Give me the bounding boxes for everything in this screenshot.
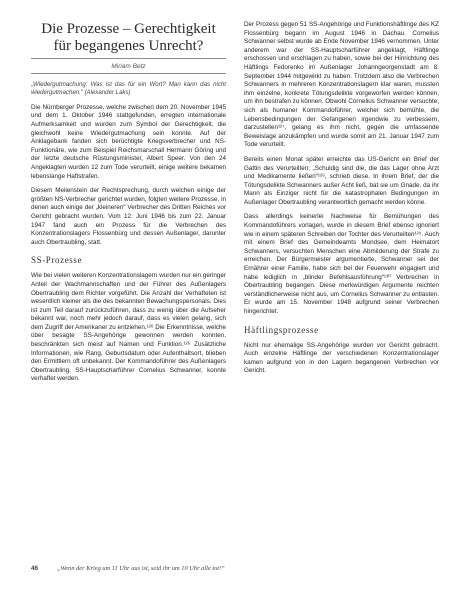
paragraph: Dass allerdings keinerlei Nachweise für Bemühungen des Kommandoführers vorlagen, wurde in diesem Brief ebenso ignoriert wie in einem späteren Schreiben der Tochter des Verurteilten¹²⁹. Auch mit einem Brief des Gemeindeamts Mondsee, dem Heimatort Schwanners, versuchten Menschen eine Abmilderung der Strafe zu erreichen. Der Bürgermeister argumentierte, Schwanner sei der Ernährer einer Familie, habe sich bei der Feuerwehr engagiert und habe lediglich in „blinder Befehlsausführung“¹³⁰ Verbrechen in Obertraubling begangen. Diese merkwürdigen Argumente reichten verständlicherweise nicht aus, um Cornelius Schwanner zu entlasten. Er wurde am 15. November 1948 aufgrund seiner Verbrechen hingerichtet. [244,213,439,315]
author-name: Miriam Betz [111,63,146,70]
paragraph: Der Prozess gegen 51 SS-Angehörige und Funktionshäftlinge des KZ Flossenbürg begann im August 1946 in Dachau. Cornelius Schwanner selbst wurde ab Ende November 1946 vernommen. Unter anderem war der SS-Hauptscharführer angeklagt, Häftlinge erschossen und erschlagen zu haben, sowie bei der Hinrichtung des Häftlings Fedorenko im Außenlager Johanngeorgenstadt am 8. September 1944 mitgewirkt zu haben. Trotzdem also die Verbrechen Schwanners in mehreren Konzentrationslagern klar waren, mussten ihm einzelne, konkrete Tötungsdelikte vorgeworfen werden können, um ihn bestrafen zu können. Obwohl Cornelius Schwanner versuchte, sich als humaner Kommandoführer, welcher sich bemühte, die Lebensbedingungen der Gefangenen irgendwie zu verbessern, darzustellen¹²⁷, gelang es ihm nicht, gegen die umfassende Beweislage anzukämpfen und wurde somit am 21. Januar 1947 zum Tode verurteilt. [244,21,439,149]
section-heading-haeftlingsprozesse: Häftlingsprozesse [244,324,319,335]
title-rule-bottom [31,73,226,74]
title-line-1: Die Prozesse – Gerechtigkeit [41,21,216,37]
title-line-2: für begangenes Unrecht? [53,38,204,54]
footer-quote: „Wenn der Krieg um 11 Uhr aus ist, seid ihr um 10 Uhr alle tot!“ [57,565,225,572]
epigraph-quote: „Wiedergutmachung: Was ist das für ein Wort? Man kann das nicht wiedergutmachen.“ (Alexander Laks) [31,81,226,97]
section-heading-ss-prozesse: SS-Prozesse [31,255,83,266]
left-column [31,0,226,384]
paragraph: Bereits einen Monat später erreichte das US-Gericht ein Brief der Gattin des Verurteilten: „Schuldig sind die, die das Lager ohne Arzt und Medikamente ließen“¹²⁸, schrieb diese. In ihrem Brief, der die Tötungsdelikte Schwanners außer Acht ließ, bat sie um Gnade, da ihr Mann als Einziger nicht für die katastrophalen Bedingungen im Außenlager Obertraubling verantwortlich gemacht werden könne. [244,155,439,206]
paragraph: Die Nürnberger Prozesse, welche zwischen dem 20. November 1945 und dem 1. Oktober 1946 stattgefunden, erregten internationale Aufmerksamkeit und wurden zum Symbol der Gerechtigkeit, die gleichwohl keine Wiedergutmachung sein konnte. Auf der Anklagebank fanden sich berüchtigte Kriegsverbrecher und NS-Funktionäre, wie zum Beispiel Reichsmarschall Hermann Göring und der letzte deutsche Rüstungsminister, Albert Speer. Von den 24 Angeklagten wurden 12 zum Tode verurteilt, einige weitere bekamen lebenslange Haftstrafen. [31,103,226,180]
page-number: 46 [31,565,39,572]
paragraph: Diesem Meilenstein der Rechtsprechung, durch welchen einige der größten NS-Verbrecher gerichtet wurden, folgten weitere Prozesse, in denen auch einige der „kleineren“ Verbrecher des Dritten Reiches vor Gericht gebracht wurden. Vom 12. Juni 1946 bis zum 22. Januar 1947 fand auch ein Prozess für die Verbrechen des Konzentrationslagers Flossenbürg und dessen Außenlager, darunter auch Obertraubling, statt. [31,187,226,246]
page-title [31,21,226,55]
paragraph: Wie bei vielen weiteren Konzentrationslagern wurden nur ein geringer Anteil der Wachmannschaften und der Führer des Außenlagers Obertraubling dem Richter vorgeführt. Die Anzahl der Verhafteten ist wesentlich kleiner als die des bekannten Bewachungspersonals. Dies ist zum Teil darauf zurückzuführen, dass zu wenig über die Aufseher bekannt war, noch mehr jedoch darauf, dass es vielen gelang, sich dem Zugriff der Amerikaner zu entziehen.¹²⁶ Die Erkenntnisse, welche über besagte SS-Angehörige gewonnen werden konnten, beschränkten sich meist auf Namen und Funktion.¹²⁶ Zusätzliche Informationen, wie Rang, Geburtsdatum oder Aufenthaltsort, blieben den Ermittlern oft unbekannt. Der Kommandoführer des Außenlagers Obertraubling, SS-Hauptscharführer Cornelius Schwanner, konnte verhaftet werden. [31,272,226,383]
right-column [244,0,439,376]
paragraph: Nicht nur ehemalige SS-Angehörige wurden vor Gericht gebracht. Auch einzelne Häftlinge der verschiedenen Konzentrationslager kamen aufgrund von in den Lagern begangenen Verbrechen vor Gericht. [244,341,439,375]
